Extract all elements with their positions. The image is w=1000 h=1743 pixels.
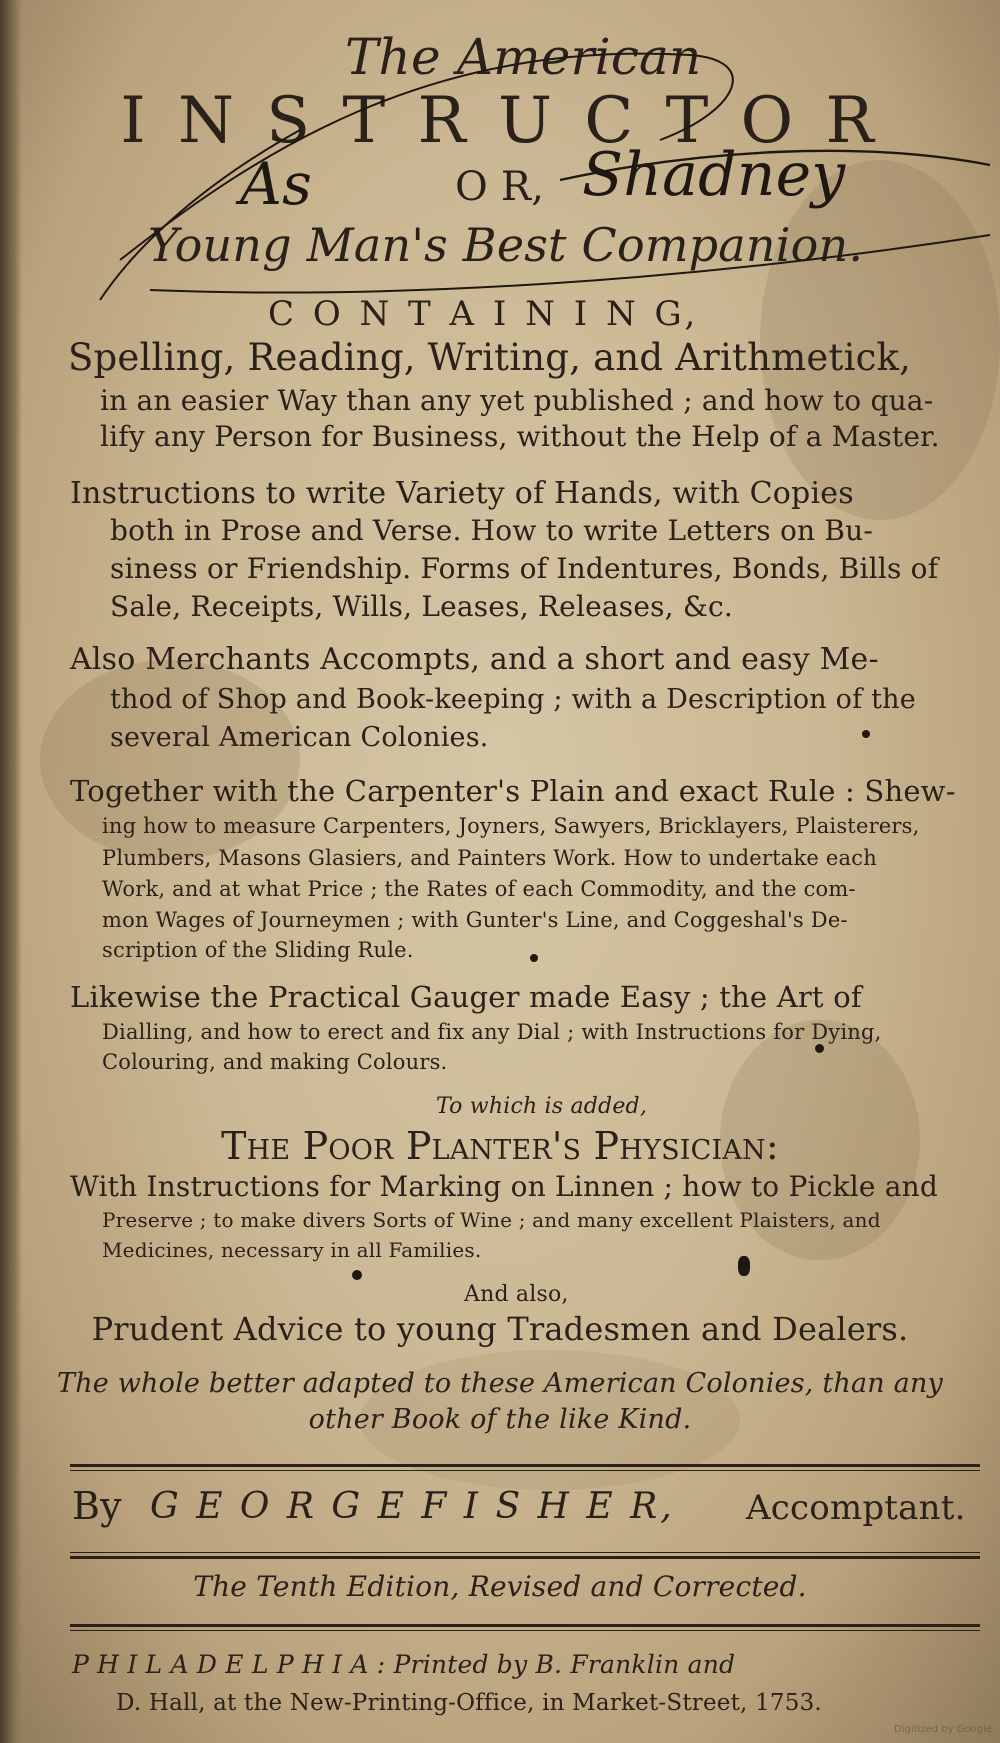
rule-2	[70, 1552, 980, 1553]
p1-line-2: in an easier Way than any yet published ; and how to qua-	[100, 384, 934, 417]
p2-line-1: Instructions to write Variety of Hands, with Copies	[70, 476, 854, 511]
imprint-line-2: D. Hall, at the New-Printing-Office, in Market-Street, 1753.	[116, 1690, 822, 1716]
handwriting-left: As	[240, 150, 313, 218]
p4-line-2: ing how to measure Carpenters, Joyners, Sawyers, Bricklayers, Plaisterers,	[102, 814, 920, 838]
subtitle: Young Man's Best Companion.	[148, 218, 864, 272]
rule-1-thin	[70, 1470, 980, 1471]
p4-line-5: mon Wages of Journeymen ; with Gunter's Line, and Coggeshal's De-	[102, 908, 848, 932]
title-the-american: The American	[345, 28, 702, 86]
p6-line-1: With Instructions for Marking on Linnen ; how to Pickle and	[70, 1170, 938, 1203]
p3-line-2: thod of Shop and Book-keeping ; with a Description of the	[110, 684, 916, 715]
handwriting-right: Shadney	[582, 140, 846, 210]
poor-planter-heading: The Poor Planter's Physician:	[221, 1124, 779, 1168]
p6-line-2: Preserve ; to make divers Sorts of Wine ; and many excellent Plaisters, and	[102, 1208, 881, 1232]
imprint-line-1: P H I L A D E L P H I A : Printed by B. Franklin and	[72, 1650, 736, 1679]
p1-line-3: lify any Person for Business, without the Help of a Master.	[100, 420, 940, 453]
ink-speck	[352, 1270, 362, 1280]
p4-line-1: Together with the Carpenter's Plain and exact Rule : Shew-	[70, 774, 956, 808]
whole-line-2: other Book of the like Kind.	[308, 1404, 692, 1435]
p3-line-1: Also Merchants Accompts, and a short and easy Me-	[70, 642, 879, 677]
rule-3-thin	[70, 1630, 980, 1631]
whole-line-1: The whole better adapted to these American Colonies, than any	[56, 1368, 943, 1399]
p2-line-2: both in Prose and Verse. How to write Letters on Bu-	[110, 514, 874, 547]
and-also: And also,	[464, 1282, 569, 1307]
rule-3	[70, 1624, 980, 1627]
p4-line-3: Plumbers, Masons Glasiers, and Painters Work. How to undertake each	[102, 846, 877, 870]
p5-line-1: Likewise the Practical Gauger made Easy ; the Art of	[70, 980, 862, 1014]
p4-line-6: scription of the Sliding Rule.	[102, 938, 414, 962]
prudent-advice: Prudent Advice to young Tradesmen and Dealers.	[91, 1310, 909, 1348]
author-by: By	[72, 1484, 122, 1528]
ink-speck	[815, 1044, 824, 1053]
ink-speck	[862, 730, 870, 738]
p2-line-3: siness or Friendship. Forms of Indentures, Bonds, Bills of	[110, 552, 939, 585]
containing-heading: C O N T A I N I N G,	[268, 294, 700, 334]
title-instructor: I N S T R U C T O R	[120, 84, 880, 158]
rule-1	[70, 1464, 980, 1467]
watermark: Digitized by Google	[894, 1724, 992, 1735]
author-name: G E O R G E F I S H E R,	[150, 1486, 675, 1527]
rule-2-thick	[70, 1556, 980, 1559]
p5-line-3: Colouring, and making Colours.	[102, 1050, 448, 1074]
edition: The Tenth Edition, Revised and Corrected.	[193, 1570, 807, 1603]
p3-line-3: several American Colonies.	[110, 722, 489, 753]
ink-speck	[738, 1256, 750, 1276]
p6-line-3: Medicines, necessary in all Families.	[102, 1238, 482, 1262]
to-which-is-added: To which is added,	[436, 1094, 648, 1119]
p2-line-4: Sale, Receipts, Wills, Leases, Releases, &c.	[110, 590, 733, 623]
p4-line-4: Work, and at what Price ; the Rates of each Commodity, and the com-	[102, 877, 856, 901]
author-role: Accomptant.	[746, 1488, 966, 1528]
title-or: O R,	[455, 164, 545, 210]
p1-line-1: Spelling, Reading, Writing, and Arithmetick,	[68, 336, 912, 379]
ink-speck	[530, 954, 538, 962]
p5-line-2: Dialling, and how to erect and fix any Dial ; with Instructions for Dying,	[102, 1020, 882, 1044]
